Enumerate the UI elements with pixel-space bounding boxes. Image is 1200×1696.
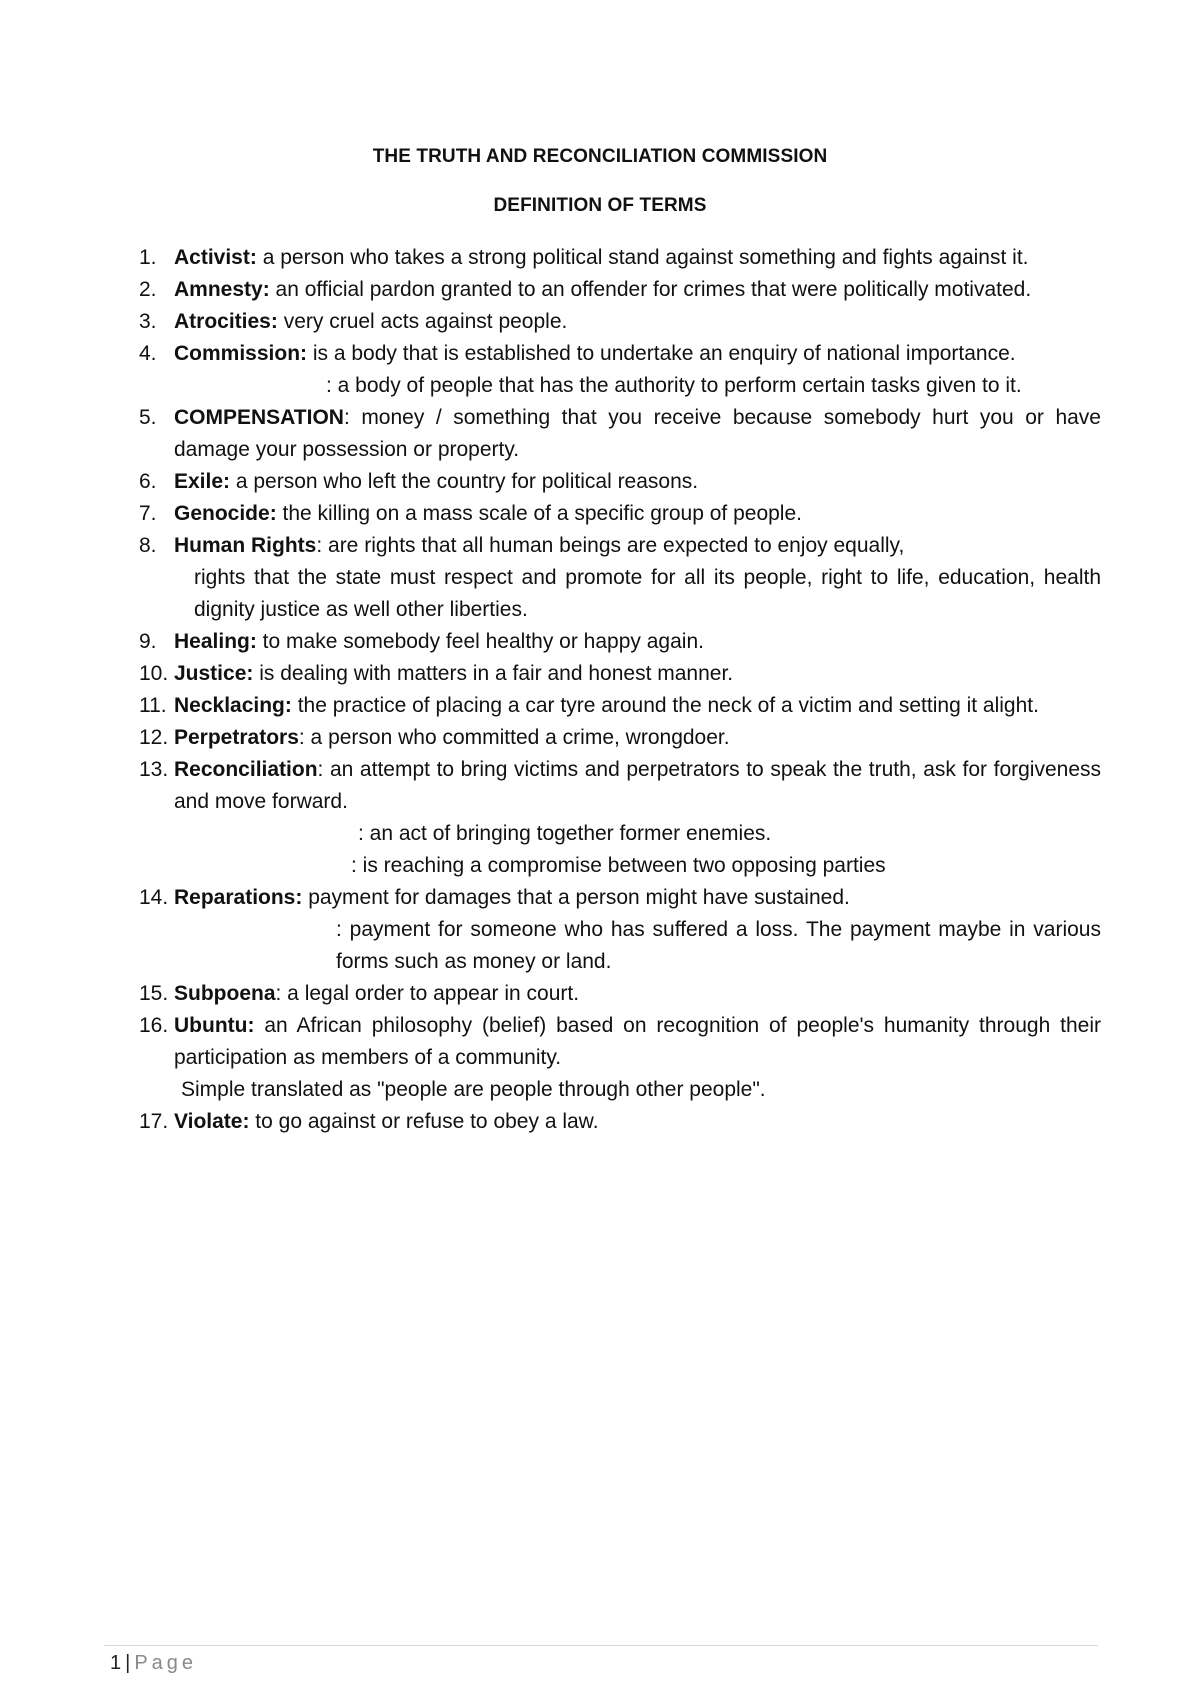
term-definition: to go against or refuse to obey a law. <box>249 1110 599 1133</box>
list-item <box>139 626 1101 658</box>
term-definition: a person who left the country for political reasons. <box>230 470 699 493</box>
list-item <box>139 530 1101 562</box>
term-definition: a person who takes a strong political stand against something and fights against it. <box>256 246 1029 269</box>
item-number: 4. <box>139 342 157 365</box>
term-definition: very cruel acts against people. <box>277 310 568 333</box>
term-label: Necklacing: <box>174 694 292 717</box>
list-item <box>139 722 1101 754</box>
item-number: 1. <box>139 246 157 269</box>
page-footer <box>110 1652 197 1675</box>
definition-continuation: : is reaching a compromise between two opposing parties <box>351 854 886 877</box>
list-item <box>139 882 1101 914</box>
term-label: Healing: <box>174 630 257 653</box>
term-definition: payment for damages that a person might have sustained. <box>302 886 850 909</box>
item-number: 9. <box>139 630 157 653</box>
list-item <box>139 658 1101 690</box>
term-label: Commission: <box>174 342 308 365</box>
item-number: 2. <box>139 278 157 301</box>
term-label: Ubuntu: <box>174 1014 255 1037</box>
item-number: 7. <box>139 502 157 525</box>
term-definition: : a legal order to appear in court. <box>275 982 580 1005</box>
definition-continuation: : an act of bringing together former enemies. <box>358 822 772 845</box>
footer-separator: | <box>125 1652 131 1674</box>
term-label: Genocide: <box>174 502 277 525</box>
term-definition: : money / something that you receive because somebody hurt you or have damage your possession or property. <box>174 406 1101 461</box>
list-item <box>139 690 1101 722</box>
item-number: 10. <box>139 662 169 685</box>
definitions-list <box>139 242 1101 1138</box>
term-label: Reconciliation <box>174 758 318 781</box>
term-label: Violate: <box>174 1110 250 1133</box>
page-label: Page <box>134 1652 198 1674</box>
document-subtitle: DEFINITION OF TERMS <box>493 195 707 216</box>
term-label: Reparations: <box>174 886 303 909</box>
term-definition: the practice of placing a car tyre around the neck of a victim and setting it alight. <box>291 694 1039 717</box>
page-number: 1 <box>110 1652 122 1674</box>
term-label: Exile: <box>174 470 231 493</box>
item-number: 12. <box>139 726 169 749</box>
list-item <box>139 754 1101 818</box>
list-item <box>139 274 1101 306</box>
list-item <box>139 1106 1101 1138</box>
item-number: 3. <box>139 310 157 333</box>
footer-divider <box>104 1645 1098 1646</box>
term-label: Human Rights <box>174 534 317 557</box>
list-item <box>139 1010 1101 1074</box>
list-item <box>139 402 1101 466</box>
document-title: THE TRUTH AND RECONCILIATION COMMISSION <box>372 146 828 167</box>
term-label: Atrocities: <box>174 310 278 333</box>
term-definition: the killing on a mass scale of a specific group of people. <box>276 502 802 525</box>
list-item <box>139 242 1101 274</box>
item-number: 13. <box>139 758 169 781</box>
item-number: 15. <box>139 982 169 1005</box>
definition-continuation: rights that the state must respect and promote for all its people, right to life, education, health dignity justice as well other liberties. <box>194 566 1101 621</box>
term-definition: : are rights that all human beings are expected to enjoy equally, <box>316 534 905 557</box>
term-label: Justice: <box>174 662 254 685</box>
term-label: Perpetrators <box>174 726 299 749</box>
term-label: COMPENSATION <box>174 406 344 429</box>
term-label: Subpoena <box>174 982 276 1005</box>
term-definition: : a person who committed a crime, wrongdoer. <box>298 726 730 749</box>
term-definition: is a body that is established to undertake an enquiry of national importance. <box>307 342 1016 365</box>
list-item <box>139 306 1101 338</box>
item-number: 17. <box>139 1110 169 1133</box>
item-number: 14. <box>139 886 169 909</box>
definition-continuation: : payment for someone who has suffered a loss. The payment maybe in various forms such as money or land. <box>336 918 1101 973</box>
term-definition: to make somebody feel healthy or happy again. <box>256 630 704 653</box>
item-number: 5. <box>139 406 157 429</box>
term-definition: an African philosophy (belief) based on recognition of people's humanity through their participation as members of a community. <box>174 1014 1101 1069</box>
list-item <box>139 498 1101 530</box>
list-item <box>139 466 1101 498</box>
definition-continuation: : a body of people that has the authority to perform certain tasks given to it. <box>326 374 1022 397</box>
item-number: 6. <box>139 470 157 493</box>
definition-continuation: Simple translated as "people are people through other people". <box>181 1078 766 1101</box>
term-definition: an official pardon granted to an offender for crimes that were politically motivated. <box>269 278 1032 301</box>
term-label: Amnesty: <box>174 278 270 301</box>
term-label: Activist: <box>174 246 257 269</box>
item-number: 11. <box>139 694 167 717</box>
list-item <box>139 978 1101 1010</box>
item-number: 16. <box>139 1014 169 1037</box>
term-definition: is dealing with matters in a fair and honest manner. <box>253 662 734 685</box>
term-definition: : an attempt to bring victims and perpetrators to speak the truth, ask for forgiveness and move forward. <box>174 758 1101 813</box>
item-number: 8. <box>139 534 157 557</box>
list-item <box>139 338 1101 370</box>
